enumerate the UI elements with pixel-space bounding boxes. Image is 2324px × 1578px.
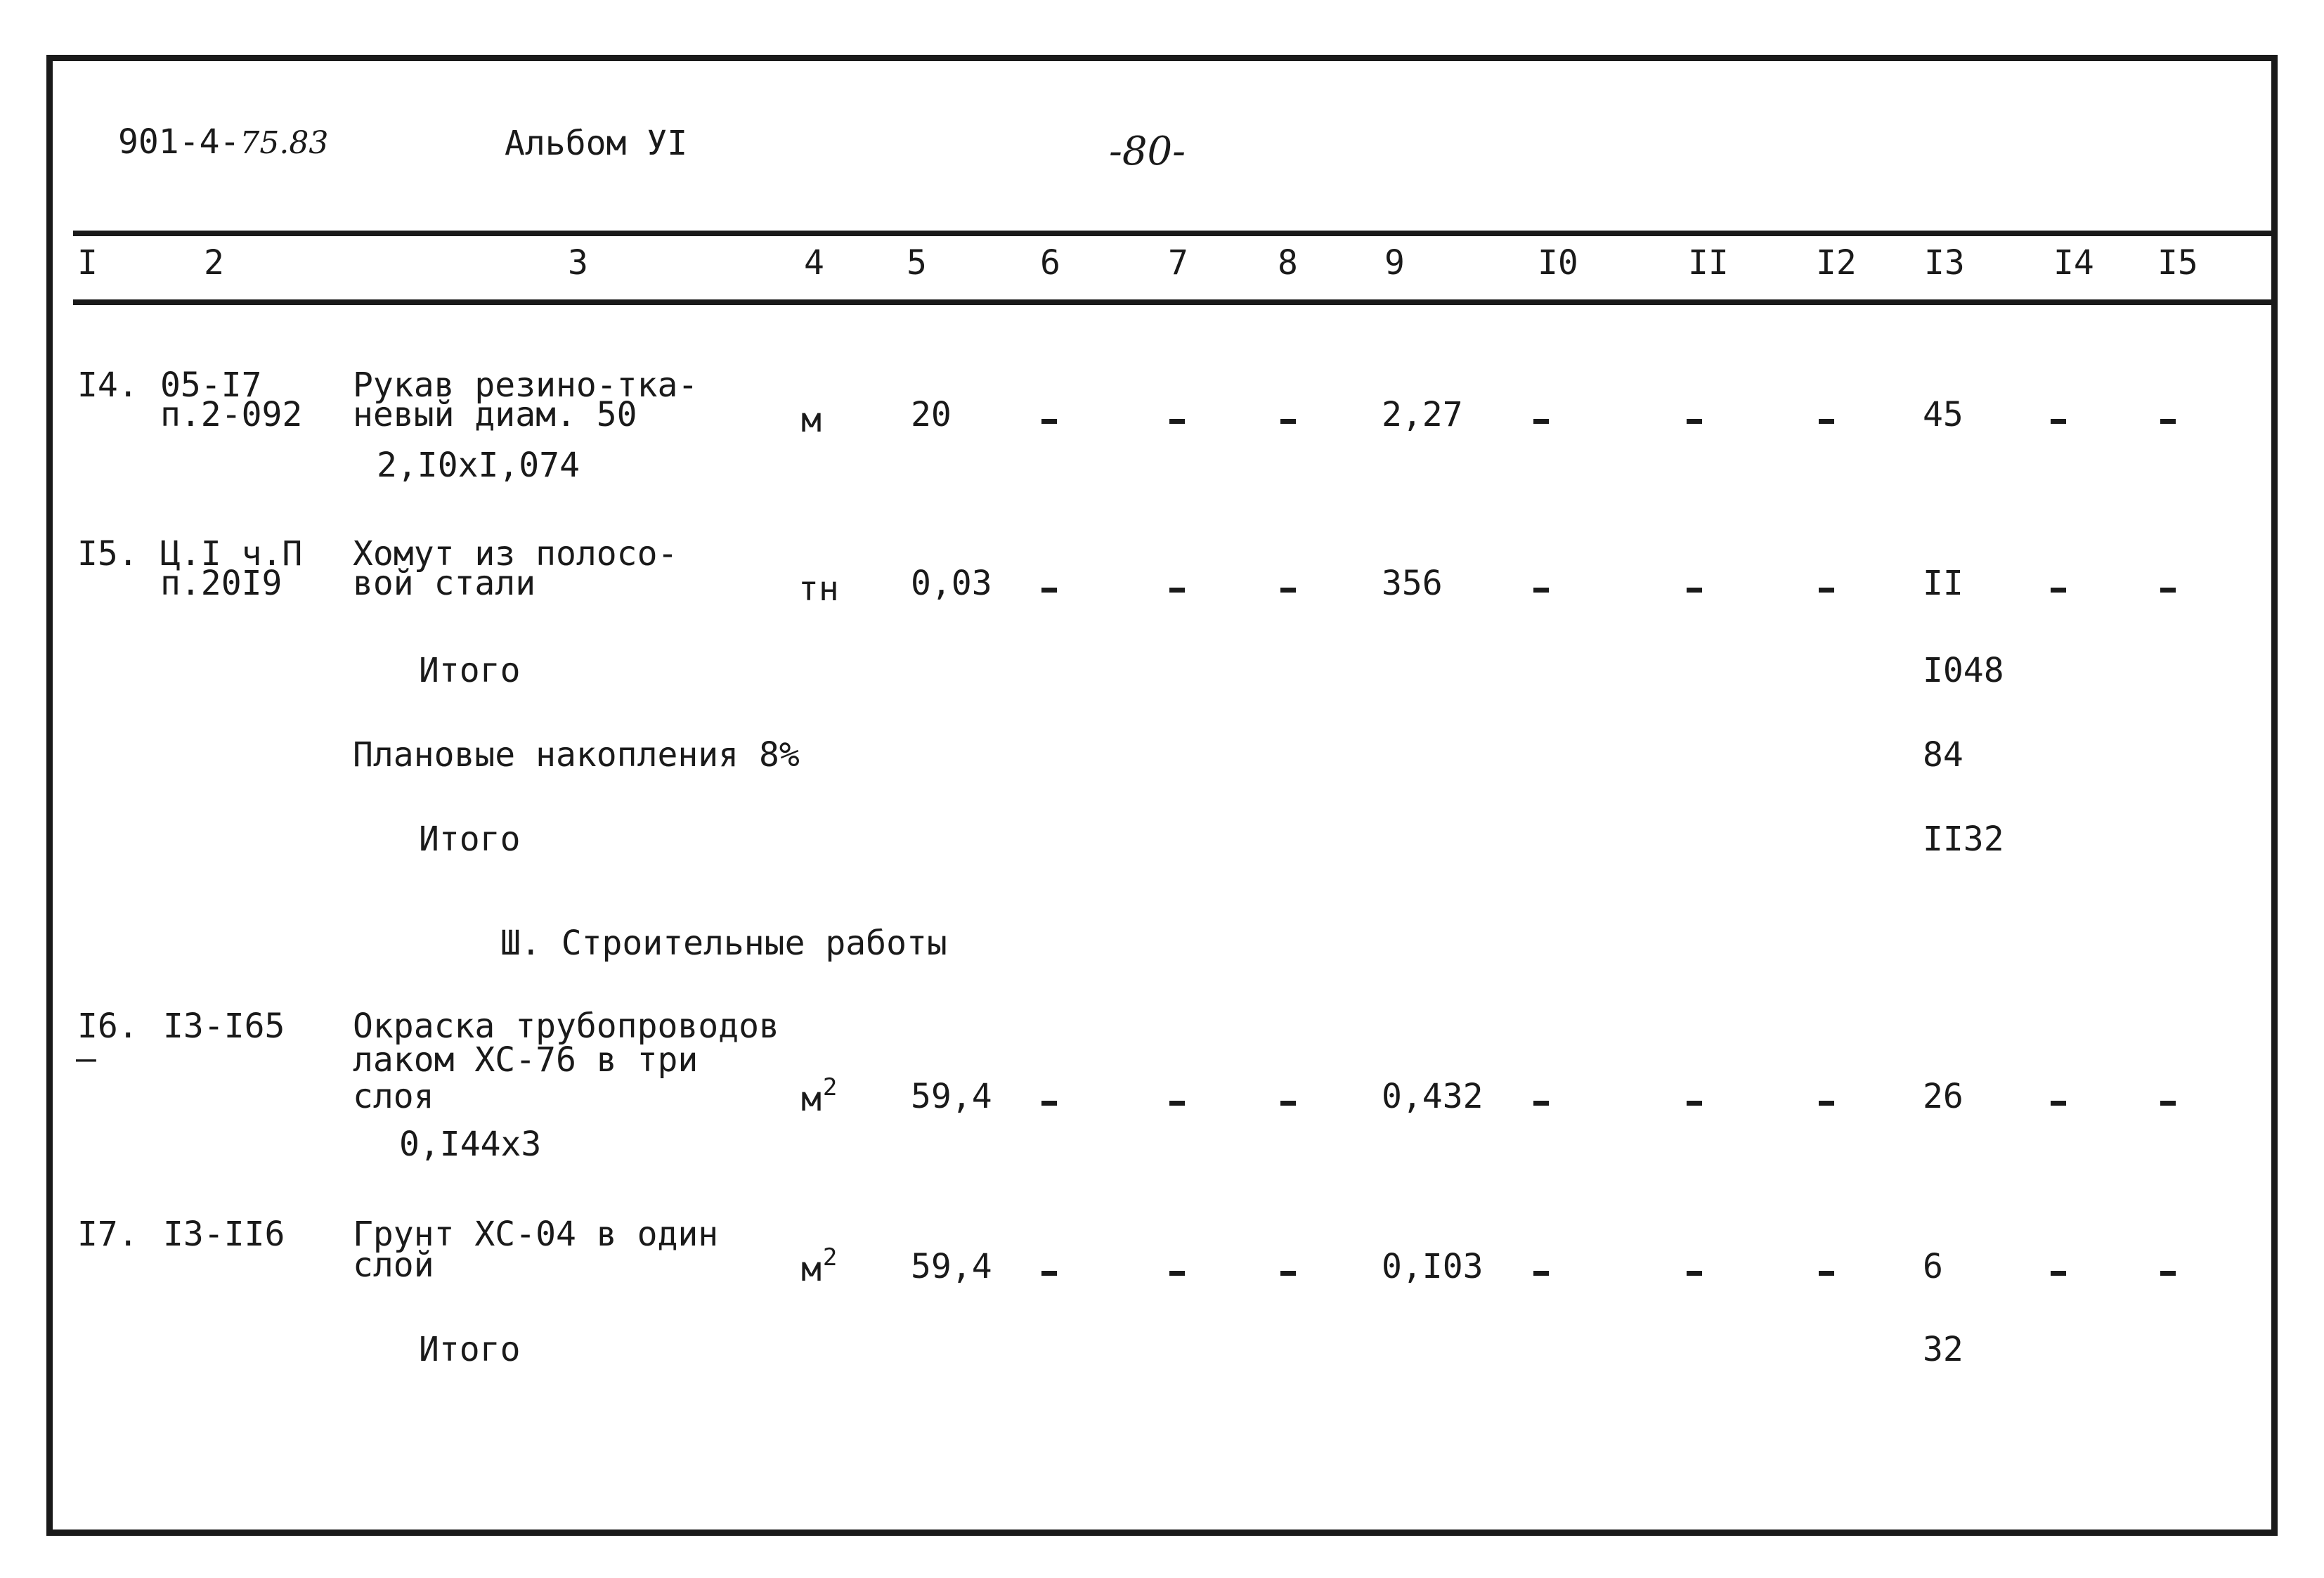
- empty-cell-dash: [1169, 1271, 1185, 1276]
- empty-cell-dash: [1280, 1271, 1296, 1276]
- empty-cell-dash: [1280, 588, 1296, 593]
- column-number: I2: [1816, 243, 1857, 283]
- row-quantity: 59,4: [911, 1247, 992, 1286]
- row-quantity: 59,4: [911, 1077, 992, 1116]
- row-code: Ц.I ч.П: [160, 534, 303, 574]
- row-code-mark: —: [76, 1039, 96, 1078]
- row-formula: 2,I0xI,074: [377, 446, 580, 485]
- column-number: 7: [1168, 243, 1188, 283]
- section-heading: Ш. Строительные работы: [500, 924, 947, 963]
- empty-cell-dash: [1169, 1101, 1185, 1106]
- header-rule-top: [73, 231, 2278, 236]
- empty-cell-dash: [1041, 1101, 1057, 1106]
- row-total: 45: [1923, 395, 1963, 434]
- column-number: I3: [1924, 243, 1965, 283]
- empty-cell-dash: [1687, 588, 1702, 593]
- empty-cell-dash: [1533, 419, 1549, 424]
- summary-value: II32: [1923, 820, 2004, 859]
- column-number: I: [77, 243, 98, 283]
- column-number: I0: [1538, 243, 1578, 283]
- column-number: II: [1688, 243, 1729, 283]
- row-unit: м: [801, 401, 822, 440]
- column-number: 4: [804, 243, 824, 283]
- row-number: I5.: [77, 534, 138, 574]
- album-label: Альбом УI: [505, 124, 688, 163]
- row-total: II: [1923, 564, 1963, 603]
- summary-label: Итого: [419, 1330, 521, 1369]
- empty-cell-dash: [1533, 1271, 1549, 1276]
- row-unit-price: 356: [1382, 564, 1443, 603]
- empty-cell-dash: [1819, 1271, 1834, 1276]
- row-number: I4.: [77, 366, 138, 405]
- empty-cell-dash: [2160, 1271, 2176, 1276]
- row-unit-price: 0,432: [1382, 1077, 1484, 1116]
- row-name: Рукав резино-тка-: [353, 366, 699, 405]
- empty-cell-dash: [2051, 419, 2066, 424]
- row-number: I6.: [77, 1007, 138, 1046]
- column-number: 2: [204, 243, 224, 283]
- summary-label: Плановые накопления 8%: [353, 735, 800, 775]
- empty-cell-dash: [1687, 419, 1702, 424]
- empty-cell-dash: [1533, 588, 1549, 593]
- empty-cell-dash: [1533, 1101, 1549, 1106]
- row-code: п.20I9: [160, 564, 283, 603]
- row-name: Окраска трубопроводов: [353, 1007, 779, 1046]
- row-name: Грунт ХС-04 в один: [353, 1215, 719, 1254]
- column-number: 3: [568, 243, 588, 283]
- summary-value: I048: [1923, 651, 2004, 690]
- empty-cell-dash: [1280, 419, 1296, 424]
- row-name: лаком ХС-76 в три: [353, 1040, 699, 1080]
- empty-cell-dash: [2160, 1101, 2176, 1106]
- row-code: I3-II6: [163, 1215, 285, 1254]
- empty-cell-dash: [1687, 1271, 1702, 1276]
- empty-cell-dash: [1041, 1271, 1057, 1276]
- empty-cell-dash: [1819, 588, 1834, 593]
- empty-cell-dash: [2160, 588, 2176, 593]
- empty-cell-dash: [1169, 588, 1185, 593]
- empty-cell-dash: [2051, 1271, 2066, 1276]
- summary-value: 32: [1923, 1330, 1963, 1369]
- row-unit-price: 0,I03: [1382, 1247, 1484, 1286]
- row-unit: $м^2$: [801, 1243, 838, 1289]
- empty-cell-dash: [1041, 419, 1057, 424]
- column-number: 8: [1278, 243, 1298, 283]
- summary-label: Итого: [419, 651, 521, 690]
- column-number: 6: [1040, 243, 1060, 283]
- column-number: I4: [2053, 243, 2094, 283]
- row-name: слой: [353, 1246, 434, 1285]
- row-code: п.2-092: [160, 395, 303, 434]
- row-code: 05-I7: [160, 366, 262, 405]
- row-quantity: 0,03: [911, 564, 992, 603]
- empty-cell-dash: [2051, 588, 2066, 593]
- empty-cell-dash: [2160, 419, 2176, 424]
- row-name: слоя: [353, 1077, 434, 1116]
- row-quantity: 20: [911, 395, 952, 434]
- row-total: 6: [1923, 1247, 1943, 1286]
- row-number: I7.: [77, 1215, 138, 1254]
- empty-cell-dash: [1819, 1101, 1834, 1106]
- document-code: 901-4-75.83: [118, 122, 329, 162]
- summary-label: Итого: [419, 820, 521, 859]
- empty-cell-dash: [1687, 1101, 1702, 1106]
- summary-value: 84: [1923, 735, 1963, 775]
- row-total: 26: [1923, 1077, 1963, 1116]
- page-number: -80-: [1109, 129, 1186, 174]
- column-number: I5: [2157, 243, 2198, 283]
- row-name: невый диам. 50: [353, 395, 637, 434]
- empty-cell-dash: [1280, 1101, 1296, 1106]
- empty-cell-dash: [1041, 588, 1057, 593]
- row-formula: 0,I44x3: [399, 1125, 542, 1164]
- column-number: 9: [1384, 243, 1405, 283]
- column-number: 5: [907, 243, 927, 283]
- row-unit: $м^2$: [801, 1073, 838, 1119]
- row-unit-price: 2,27: [1382, 395, 1463, 434]
- row-unit: тн: [798, 569, 839, 609]
- row-name: Хомут из полосо-: [353, 534, 678, 574]
- empty-cell-dash: [1819, 419, 1834, 424]
- empty-cell-dash: [1169, 419, 1185, 424]
- empty-cell-dash: [2051, 1101, 2066, 1106]
- row-name: вой стали: [353, 564, 536, 603]
- header-rule-bottom: [73, 299, 2278, 305]
- row-code: I3-I65: [163, 1007, 285, 1046]
